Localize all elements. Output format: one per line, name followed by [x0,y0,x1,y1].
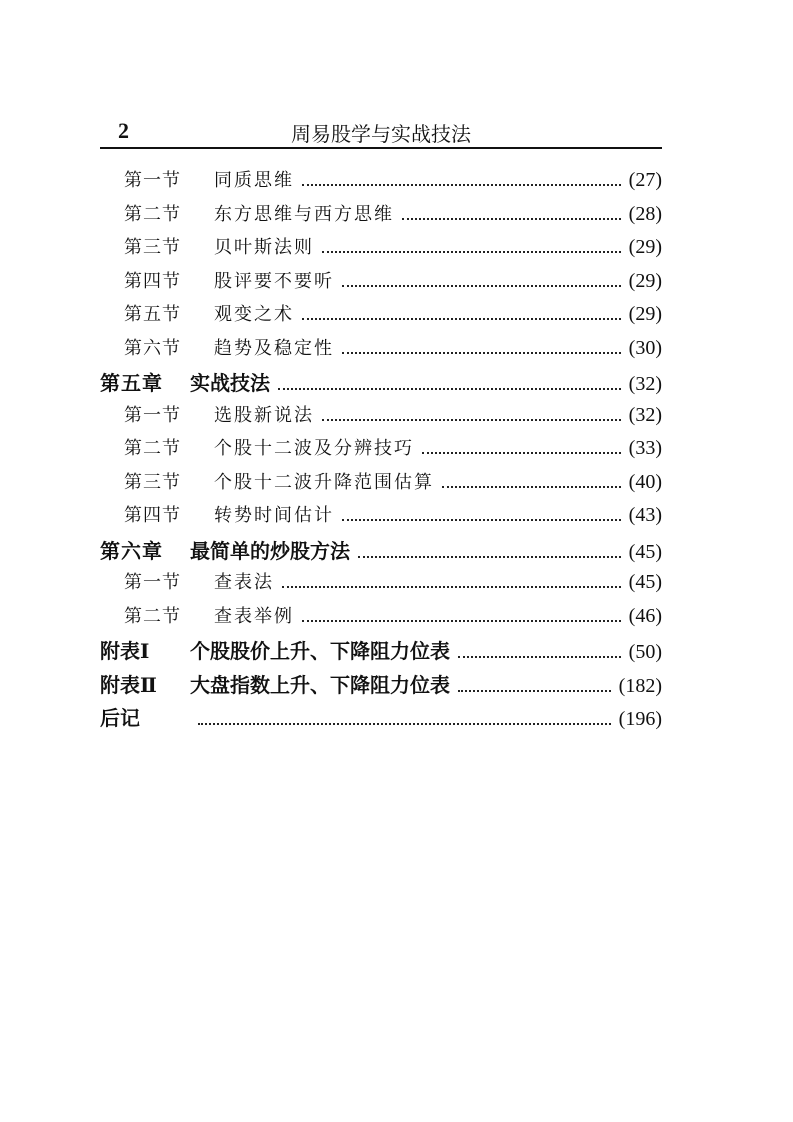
toc-entry-title: 选股新说法 [214,404,314,426]
dot-leader [342,519,621,521]
toc-entry-label: 第一节 [124,404,181,426]
toc-entry-label: 第二节 [124,203,181,225]
header-rule [100,147,662,149]
toc-entry-label: 第四节 [124,270,181,292]
toc-entry[interactable] [100,300,662,334]
table-of-contents [100,166,662,736]
toc-entry-page: (32) [628,403,662,426]
toc-entry[interactable] [100,602,662,636]
toc-entry[interactable] [100,468,662,502]
toc-entry-page: (46) [628,604,662,627]
dot-leader [302,620,621,622]
toc-entry[interactable] [100,166,662,200]
toc-entry-page: (196) [618,708,662,730]
toc-entry[interactable] [100,434,662,468]
toc-entry-title: 实战技法 [190,371,270,395]
toc-entry-title: 最简单的炒股方法 [190,538,350,563]
toc-entry-page: (182) [618,674,662,697]
toc-entry-title: 个股十二波及分辨技巧 [214,438,414,459]
dot-leader [302,184,621,186]
toc-entry[interactable] [100,501,662,535]
toc-entry-page: (40) [628,470,662,493]
toc-entry-title: 东方思维与西方思维 [214,203,394,225]
toc-entry-page: (27) [628,169,662,191]
dot-leader [442,486,621,488]
toc-entry-title: 查表举例 [214,605,294,627]
toc-entry-page: (32) [628,373,662,395]
toc-entry-page: (45) [628,571,662,593]
dot-leader [322,251,621,253]
toc-entry[interactable] [100,334,662,368]
toc-entry-page: (50) [628,641,662,663]
toc-entry-page: (33) [628,437,662,459]
toc-entry-label: 第二节 [124,438,181,459]
toc-entry-title: 同质思维 [214,170,294,191]
toc-entry-title: 大盘指数上升、下降阻力位表 [190,672,450,697]
dot-leader [198,723,611,725]
toc-entry-page: (30) [628,336,662,359]
toc-entry-label: 第六章 [100,538,163,563]
toc-entry-label: 附表Ⅱ [100,672,157,697]
toc-entry[interactable] [100,367,662,401]
toc-entry-page: (43) [628,504,662,526]
toc-entry-title: 股评要不要听 [214,270,334,292]
toc-entry-page: (29) [628,236,662,258]
toc-entry-title: 观变之术 [214,304,294,325]
dot-leader [302,318,621,320]
toc-entry-page: (29) [628,269,662,292]
toc-entry[interactable] [100,669,662,703]
toc-entry[interactable] [100,233,662,267]
book-title: 周易股学与实战技法 [291,122,471,146]
toc-entry-label: 第三节 [124,237,181,258]
toc-entry-label: 第一节 [124,170,181,191]
dot-leader [342,285,621,287]
page-header [100,114,662,146]
dot-leader [358,556,621,558]
dot-leader [458,690,611,692]
toc-entry-title: 个股股价上升、下降阻力位表 [190,639,450,663]
toc-entry-title: 个股十二波升降范围估算 [214,471,434,493]
toc-entry-title: 贝叶斯法则 [214,237,314,258]
dot-leader [282,586,621,588]
toc-entry-label: 第一节 [124,572,181,593]
dot-leader [458,656,621,658]
toc-entry-label: 第二节 [124,605,181,627]
toc-entry-page: (28) [628,202,662,225]
page-number: 2 [118,118,129,143]
toc-entry-title: 趋势及稳定性 [214,337,334,359]
toc-entry-label: 第六节 [124,337,181,359]
toc-entry-label: 附表Ⅰ [100,639,150,663]
toc-entry-label: 第五节 [124,304,181,325]
toc-entry[interactable] [100,267,662,301]
toc-entry-label: 后记 [100,706,140,730]
toc-entry[interactable] [100,702,662,736]
toc-entry[interactable] [100,568,662,602]
toc-entry-title: 查表法 [214,572,274,593]
toc-entry-page: (45) [628,540,662,563]
dot-leader [422,452,621,454]
dot-leader [342,352,621,354]
toc-entry-label: 第五章 [100,371,163,395]
toc-entry-page: (29) [628,303,662,325]
toc-entry[interactable] [100,635,662,669]
toc-entry-label: 第四节 [124,505,181,526]
toc-entry[interactable] [100,200,662,234]
dot-leader [322,419,621,421]
toc-entry[interactable] [100,401,662,435]
toc-entry[interactable] [100,535,662,569]
dot-leader [402,218,621,220]
toc-entry-title: 转势时间估计 [214,505,334,526]
toc-entry-label: 第三节 [124,471,181,493]
dot-leader [278,388,621,390]
